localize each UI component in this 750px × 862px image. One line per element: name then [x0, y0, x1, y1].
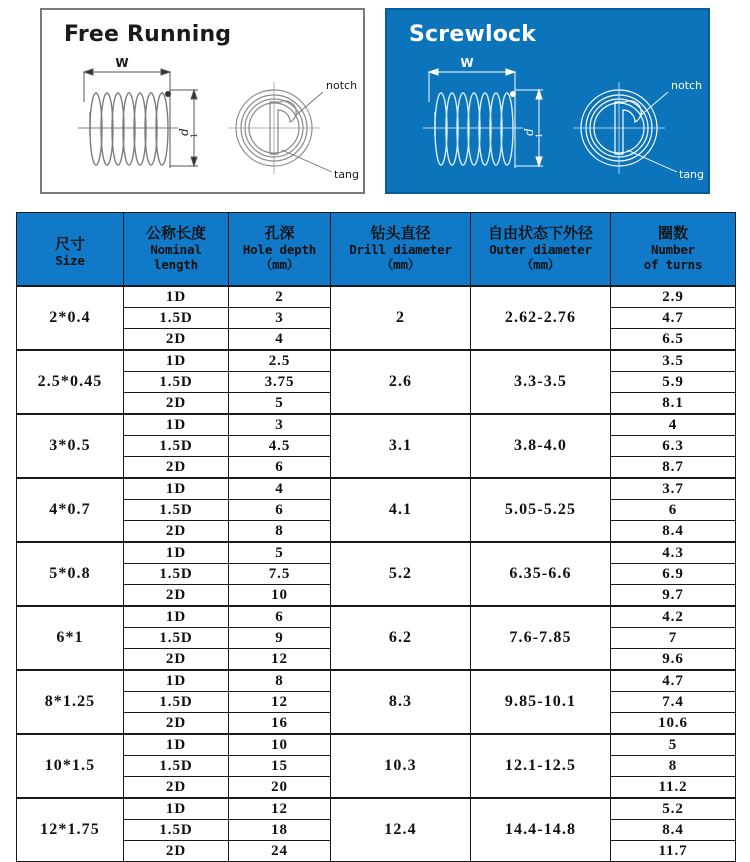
cell-nominal-length: 1.5D	[124, 564, 229, 585]
thread-insert-spec-table	[16, 212, 736, 862]
cell-number-of-turns: 8.1	[611, 393, 736, 415]
cell-nominal-length: 2D	[124, 649, 229, 671]
cell-drill-diameter: 6.2	[331, 606, 471, 670]
screwlock-label-w: W	[460, 56, 474, 70]
cell-drill-diameter: 4.1	[331, 478, 471, 542]
cell-outer-diameter: 14.4-14.8	[471, 798, 611, 862]
cell-hole-depth: 24	[229, 841, 331, 862]
cell-nominal-length: 1.5D	[124, 308, 229, 329]
header-number-of-turns-en1: Number	[651, 241, 695, 257]
header-size	[17, 213, 124, 287]
header-nominal-length-cn: 公称长度	[145, 223, 206, 242]
header-hole-depth	[229, 213, 331, 287]
cell-hole-depth: 5	[229, 542, 331, 564]
cell-drill-diameter: 5.2	[331, 542, 471, 606]
cell-number-of-turns: 6.9	[611, 564, 736, 585]
cell-size: 5*0.8	[17, 542, 124, 606]
cell-hole-depth: 10	[229, 734, 331, 756]
cell-nominal-length: 1D	[124, 606, 229, 628]
cell-outer-diameter: 3.8-4.0	[471, 414, 611, 478]
cell-number-of-turns: 8.4	[611, 521, 736, 543]
cell-hole-depth: 3	[229, 414, 331, 436]
cell-hole-depth: 7.5	[229, 564, 331, 585]
cell-drill-diameter: 2.6	[331, 350, 471, 414]
cell-hole-depth: 10	[229, 585, 331, 607]
cell-nominal-length: 2D	[124, 585, 229, 607]
screwlock-label-tang: tang	[679, 168, 705, 181]
header-nominal-length-en1: Nominal	[150, 241, 202, 257]
cell-number-of-turns: 4	[611, 414, 736, 436]
header-row	[17, 213, 736, 287]
cell-hole-depth: 16	[229, 713, 331, 735]
cell-hole-depth: 9	[229, 628, 331, 649]
diagram-panels	[0, 8, 750, 204]
header-outer-diameter	[471, 213, 611, 287]
cell-nominal-length: 1D	[124, 798, 229, 820]
cell-number-of-turns: 6.5	[611, 329, 736, 351]
table-body	[17, 286, 736, 862]
cell-size: 8*1.25	[17, 670, 124, 734]
cell-nominal-length: 2D	[124, 713, 229, 735]
cell-number-of-turns: 3.7	[611, 478, 736, 500]
header-hole-depth-unit: （mm）	[259, 257, 300, 273]
cell-hole-depth: 12	[229, 649, 331, 671]
cell-outer-diameter: 5.05-5.25	[471, 478, 611, 542]
cell-nominal-length: 1D	[124, 350, 229, 372]
table-row	[17, 286, 736, 308]
cell-number-of-turns: 9.6	[611, 649, 736, 671]
cell-outer-diameter: 9.85-10.1	[471, 670, 611, 734]
header-number-of-turns-cn: 圈数	[657, 223, 688, 242]
cell-hole-depth: 8	[229, 521, 331, 543]
cell-number-of-turns: 7	[611, 628, 736, 649]
screwlock-diagram	[387, 50, 712, 194]
cell-drill-diameter: 12.4	[331, 798, 471, 862]
cell-drill-diameter: 3.1	[331, 414, 471, 478]
cell-hole-depth: 2.5	[229, 350, 331, 372]
cell-size: 2.5*0.45	[17, 350, 124, 414]
cell-hole-depth: 6	[229, 500, 331, 521]
cell-hole-depth: 12	[229, 692, 331, 713]
cell-number-of-turns: 6	[611, 500, 736, 521]
cell-nominal-length: 1D	[124, 286, 229, 308]
header-drill-diameter-en1: Drill diameter	[349, 241, 452, 257]
table-row	[17, 478, 736, 500]
cell-number-of-turns: 4.7	[611, 308, 736, 329]
cell-number-of-turns: 5.9	[611, 372, 736, 393]
table-row	[17, 798, 736, 820]
cell-hole-depth: 3.75	[229, 372, 331, 393]
free-running-label-notch: notch	[326, 79, 358, 92]
cell-outer-diameter: 12.1-12.5	[471, 734, 611, 798]
cell-hole-depth: 5	[229, 393, 331, 415]
table-row	[17, 670, 736, 692]
header-size-en: Size	[55, 252, 85, 268]
cell-hole-depth: 3	[229, 308, 331, 329]
cell-size: 12*1.75	[17, 798, 124, 862]
cell-size: 4*0.7	[17, 478, 124, 542]
cell-nominal-length: 2D	[124, 841, 229, 862]
cell-outer-diameter: 3.3-3.5	[471, 350, 611, 414]
cell-number-of-turns: 8.4	[611, 820, 736, 841]
cell-hole-depth: 18	[229, 820, 331, 841]
cell-hole-depth: 15	[229, 756, 331, 777]
header-drill-diameter-cn: 钻头直径	[370, 223, 431, 242]
table-header	[17, 213, 736, 287]
header-nominal-length	[124, 213, 229, 287]
cell-nominal-length: 2D	[124, 457, 229, 479]
cell-nominal-length: 2D	[124, 393, 229, 415]
cell-nominal-length: 1.5D	[124, 756, 229, 777]
header-number-of-turns-en2: of turns	[643, 257, 703, 273]
cell-size: 3*0.5	[17, 414, 124, 478]
table-row	[17, 542, 736, 564]
table-row	[17, 414, 736, 436]
cell-nominal-length: 1.5D	[124, 692, 229, 713]
cell-nominal-length: 1.5D	[124, 500, 229, 521]
panel-title-screwlock: Screwlock	[409, 22, 537, 47]
cell-number-of-turns: 10.6	[611, 713, 736, 735]
cell-hole-depth: 4	[229, 478, 331, 500]
cell-nominal-length: 1D	[124, 542, 229, 564]
header-hole-depth-cn: 孔深	[264, 223, 295, 242]
cell-drill-diameter: 10.3	[331, 734, 471, 798]
table-row	[17, 350, 736, 372]
panel-title-free-running: Free Running	[64, 22, 232, 47]
cell-hole-depth: 20	[229, 777, 331, 799]
free-running-diagram	[42, 50, 367, 194]
cell-size: 10*1.5	[17, 734, 124, 798]
free-running-label-w: W	[115, 56, 129, 70]
cell-hole-depth: 2	[229, 286, 331, 308]
cell-number-of-turns: 8	[611, 756, 736, 777]
cell-number-of-turns: 2.9	[611, 286, 736, 308]
header-size-cn: 尺寸	[54, 234, 85, 253]
cell-hole-depth: 6	[229, 457, 331, 479]
cell-hole-depth: 6	[229, 606, 331, 628]
free-running-label-d-subscript: 1	[190, 132, 199, 138]
free-running-label-tang: tang	[334, 168, 360, 181]
cell-number-of-turns: 4.7	[611, 670, 736, 692]
header-hole-depth-en1: Hole depth	[242, 241, 317, 257]
cell-nominal-length: 1.5D	[124, 372, 229, 393]
panel-free-running	[40, 8, 365, 194]
cell-hole-depth: 4	[229, 329, 331, 351]
header-outer-diameter-en1: Outer diameter	[489, 241, 592, 257]
cell-number-of-turns: 4.3	[611, 542, 736, 564]
header-nominal-length-en2: length	[154, 257, 198, 273]
header-drill-diameter-unit: （mm）	[380, 257, 421, 273]
cell-hole-depth: 12	[229, 798, 331, 820]
cell-size: 6*1	[17, 606, 124, 670]
cell-number-of-turns: 5	[611, 734, 736, 756]
cell-number-of-turns: 3.5	[611, 350, 736, 372]
free-running-label-d: d	[177, 128, 191, 136]
panel-screwlock	[385, 8, 710, 194]
cell-outer-diameter: 7.6-7.85	[471, 606, 611, 670]
header-outer-diameter-unit: （mm）	[520, 257, 561, 273]
screwlock-label-d-subscript: 1	[535, 132, 544, 138]
cell-nominal-length: 1D	[124, 414, 229, 436]
header-outer-diameter-cn: 自由状态下外径	[487, 223, 593, 242]
cell-nominal-length: 2D	[124, 777, 229, 799]
cell-hole-depth: 8	[229, 670, 331, 692]
table-row	[17, 606, 736, 628]
cell-number-of-turns: 9.7	[611, 585, 736, 607]
cell-nominal-length: 1D	[124, 734, 229, 756]
header-drill-diameter	[331, 213, 471, 287]
cell-number-of-turns: 5.2	[611, 798, 736, 820]
screwlock-label-notch: notch	[671, 79, 703, 92]
cell-number-of-turns: 11.7	[611, 841, 736, 862]
cell-drill-diameter: 8.3	[331, 670, 471, 734]
table-row	[17, 734, 736, 756]
cell-nominal-length: 1.5D	[124, 628, 229, 649]
cell-hole-depth: 4.5	[229, 436, 331, 457]
cell-drill-diameter: 2	[331, 286, 471, 350]
screwlock-label-d: d	[522, 128, 536, 136]
header-number-of-turns	[611, 213, 736, 287]
cell-nominal-length: 2D	[124, 521, 229, 543]
cell-number-of-turns: 11.2	[611, 777, 736, 799]
cell-nominal-length: 2D	[124, 329, 229, 351]
cell-size: 2*0.4	[17, 286, 124, 350]
cell-number-of-turns: 8.7	[611, 457, 736, 479]
spec-table-container	[16, 212, 735, 862]
cell-outer-diameter: 2.62-2.76	[471, 286, 611, 350]
cell-number-of-turns: 6.3	[611, 436, 736, 457]
cell-number-of-turns: 7.4	[611, 692, 736, 713]
cell-nominal-length: 1D	[124, 478, 229, 500]
cell-nominal-length: 1.5D	[124, 436, 229, 457]
cell-nominal-length: 1D	[124, 670, 229, 692]
cell-number-of-turns: 4.2	[611, 606, 736, 628]
cell-nominal-length: 1.5D	[124, 820, 229, 841]
cell-outer-diameter: 6.35-6.6	[471, 542, 611, 606]
